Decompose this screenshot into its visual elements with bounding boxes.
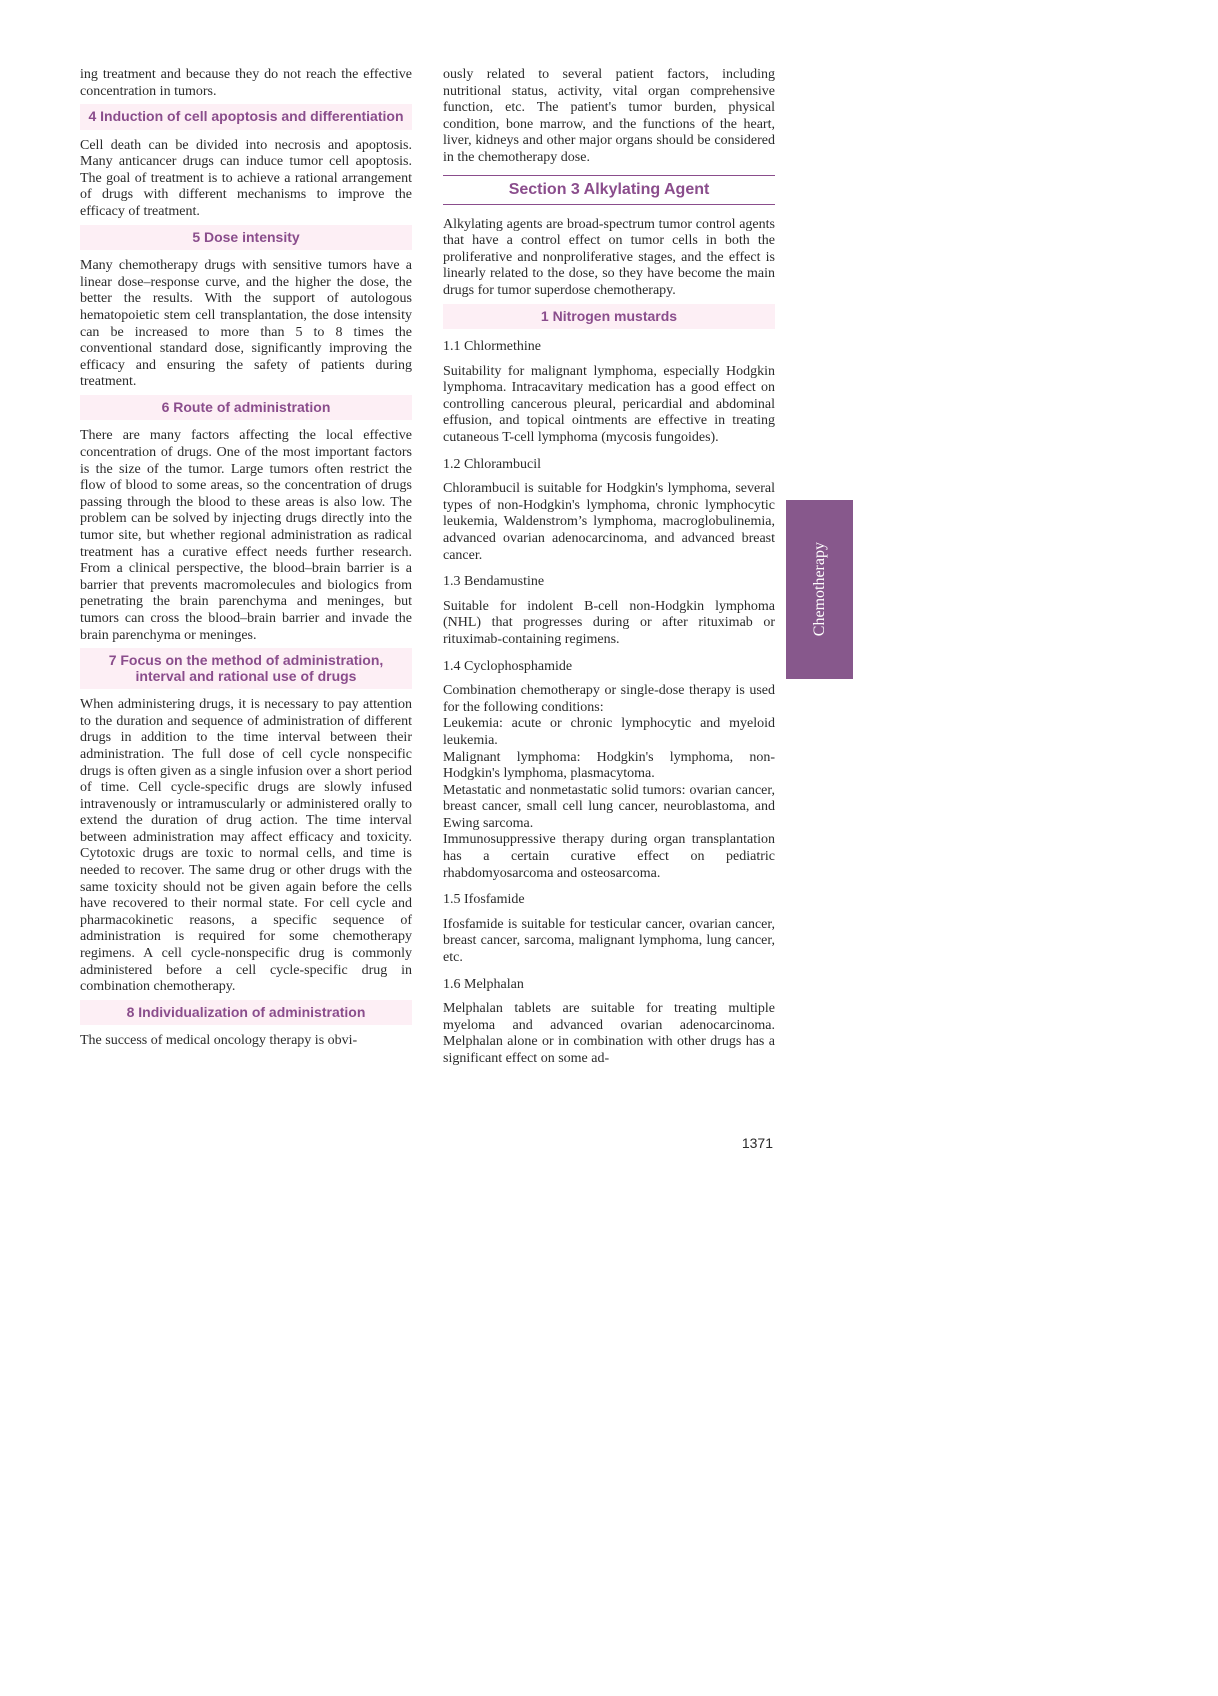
subsection-title: 1.3 Bendamustine <box>443 574 545 590</box>
body-paragraph: Metastatic and nonmetastatic solid tumors: ovarian cancer, breast cancer, small cell lung cancer, neuroblastoma, and Ewing sarcoma. <box>443 782 775 831</box>
body-paragraph: Chlorambucil is suitable for Hodgkin's lymphoma, several types of non-Hodgkin's lymphoma, chronic lymphocytic leukemia, Waldenstrom’s lymphoma, macroglobulinemia, advanced ovarian adenocarcinoma, and advanced breast cancer. <box>443 481 775 563</box>
body-paragraph: Malignant lymphoma: Hodgkin's lymphoma, non-Hodgkin's lymphoma, plasmacytoma. <box>443 749 775 782</box>
section-heading: Section 3 Alkylating Agent <box>443 175 775 205</box>
chapter-side-tab-label: Chemotherapy <box>810 542 828 637</box>
body-paragraph: Leukemia: acute or chronic lymphocytic and myeloid leukemia. <box>443 716 775 748</box>
subsection-title: 1.4 Cyclophosphamide <box>443 658 573 674</box>
left-column <box>80 67 412 1054</box>
body-paragraph: Many chemotherapy drugs with sensitive tumors have a linear dose–response curve, and the higher the dose, the better the results. With the support of autologous hematopoietic stem cell transplantation, the dose intensity can be increased to more than 5 to 8 times the conventional standard dose, significantly improving the efficacy and ensuring the safety of patients during treatment. <box>80 258 412 390</box>
subheading-dose-intensity: 5 Dose intensity <box>80 225 412 251</box>
body-paragraph: Cell death can be divided into necrosis and apoptosis. Many anticancer drugs can induce tumor cell apoptosis. The goal of treatment is to achieve a rational arrangement of drugs with different mechanisms to improve the efficacy of treatment. <box>80 137 412 220</box>
subheading-apoptosis: 4 Induction of cell apoptosis and differentiation <box>80 104 412 130</box>
body-paragraph: There are many factors affecting the local effective concentration of drugs. One of the most important factors is the size of the tumor. Large tumors often restrict the flow of blood to some areas, so the concentration of drugs passing through the blood to these areas is also low. The problem can be solved by injecting drugs directly into the tumor site, but whether regional administration as radical treatment has a curative effect needs further research. From a clinical perspective, the blood–brain barrier is a barrier that prevents macromolecules and biologics from penetrating the brain parenchyma and meninges, but tumors can cross the blood–brain barrier and invade the brain parenchyma or meninges. <box>80 428 412 643</box>
body-paragraph: When administering drugs, it is necessary to pay attention to the duration and sequence of administration of different drugs in addition to the time interval between their administration. The full dose of cell cycle nonspecific drugs is often given as a single infusion over a short period of time. Cell cycle-specific drugs are slowly infused intravenously or intramuscularly or administered orally to extend the duration of drug action. The time interval between administration may affect efficacy and toxicity. Cytotoxic drugs are toxic to normal cells, and time is needed to recover. The same drug or other drugs with the same toxicity should not be given again before the cells have recovered to their normal state. For cell cycle and pharmacokinetic reasons, a specific sequence of administration is required for some chemotherapy regimens. A cell cycle-nonspecific drug is commonly administered before a cell cycle-specific drug in combination chemotherapy. <box>80 697 412 995</box>
body-paragraph: Suitability for malignant lymphoma, especially Hodgkin lymphoma. Intracavitary medication has a good effect on controlling cancerous pleural, pericardial and abdominal effusion, and topical ointments are effective in treating cutaneous T-cell lymphoma (mycosis fungoides). <box>443 363 775 445</box>
body-paragraph: Immunosuppressive therapy during organ transplantation has a certain curative effect on pediatric rhabdomyosarcoma and osteosarcoma. <box>443 832 775 881</box>
subheading-method: 7 Focus on the method of administration, interval and rational use of drugs <box>80 648 412 689</box>
page-number: 1371 <box>741 1135 773 1151</box>
subheading-nitrogen-mustards: 1 Nitrogen mustards <box>443 304 775 330</box>
body-paragraph: Ifosfamide is suitable for testicular cancer, ovarian cancer, breast cancer, sarcoma, malignant lymphoma, lung cancer, etc. <box>443 916 775 966</box>
body-paragraph: The success of medical oncology therapy is obvi- <box>80 1033 358 1049</box>
subheading-individualization: 8 Individualization of administration <box>80 1000 412 1026</box>
body-paragraph: Melphalan tablets are suitable for treating multiple myeloma and advanced ovarian adenocarcinoma. Melphalan alone or in combination with other drugs has a significant effect on some ad- <box>443 1001 775 1066</box>
subsection-title: 1.6 Melphalan <box>443 976 524 992</box>
chapter-side-tab <box>786 500 853 679</box>
body-paragraph: Suitable for indolent B-cell non-Hodgkin lymphoma (NHL) that progresses during or after rituximab or rituximab-containing regimens. <box>443 598 775 647</box>
subsection-title: 1.5 Ifosfamide <box>443 892 525 908</box>
body-paragraph: Alkylating agents are broad-spectrum tumor control agents that have a control effect on tumor cells in both the proliferative and nonproliferative stages, and the effect is linearly related to the dose, so they have become the main drugs for tumor superdose chemotherapy. <box>443 216 775 298</box>
subsection-title: 1.1 Chlormethine <box>443 339 541 355</box>
body-paragraph: ously related to several patient factors, including nutritional status, activity, vital organ comprehensive function, etc. The patient's tumor burden, physical condition, bone marrow, and the functions of the heart, liver, kidneys and other major organs should be considered in the chemotherapy dose. <box>443 67 775 165</box>
subheading-route: 6 Route of administration <box>80 395 412 421</box>
subsection-title: 1.2 Chlorambucil <box>443 456 541 472</box>
right-column <box>443 67 775 1072</box>
body-paragraph: ing treatment and because they do not reach the effective concentration in tumors. <box>80 67 412 99</box>
body-paragraph: Combination chemotherapy or single-dose therapy is used for the following conditions: <box>443 683 775 715</box>
